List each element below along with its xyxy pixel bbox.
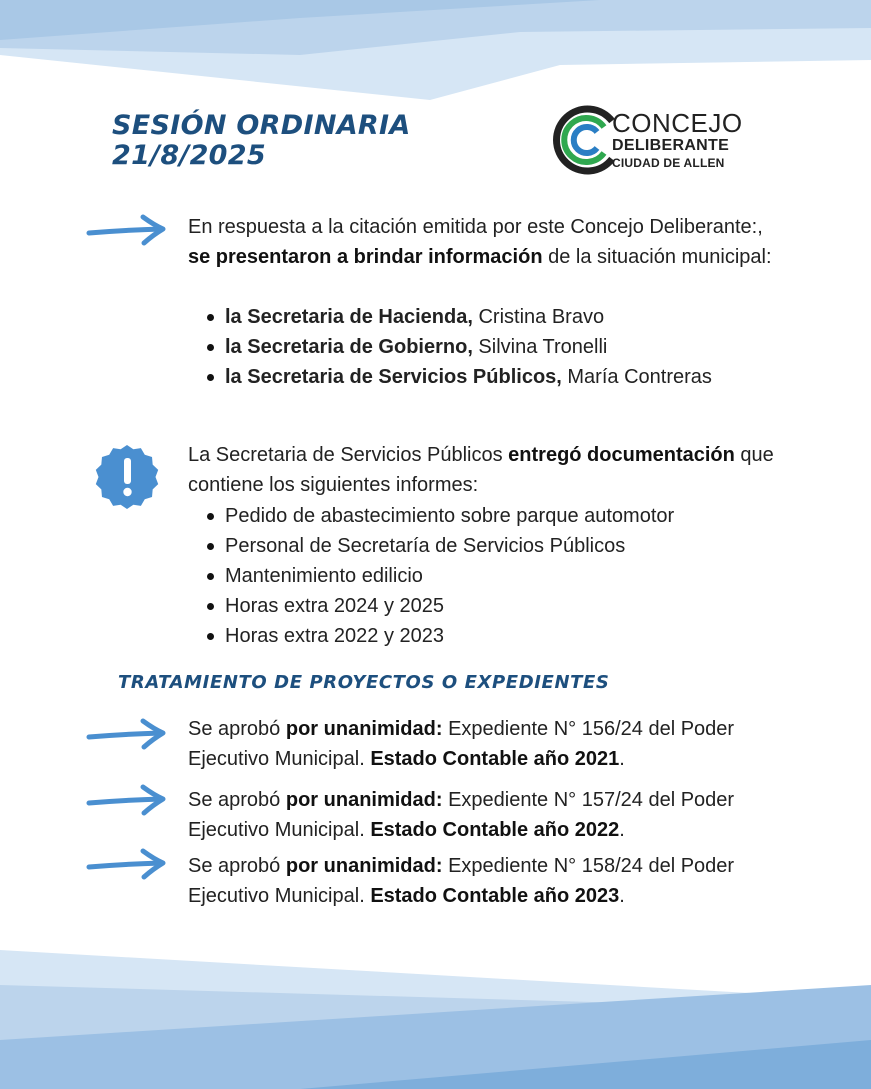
list-item: Mantenimiento edilicio	[205, 561, 805, 591]
list-item: Horas extra 2022 y 2023	[205, 621, 805, 651]
concejo-logo	[550, 104, 755, 178]
list-item: Horas extra 2024 y 2025	[205, 591, 805, 621]
list-item: la Secretaria de Servicios Públicos, María Contreras	[205, 362, 805, 392]
title-line-1: SESIÓN ORDINARIA	[112, 110, 411, 141]
title-line-2: 21/8/2025	[112, 140, 266, 171]
logo-line-1: CONCEJO	[612, 108, 743, 138]
list-item: la Secretaria de Hacienda, Cristina Bravo	[205, 302, 805, 332]
page-title	[112, 111, 411, 171]
expediente-item: Se aprobó por unanimidad: Expediente N° 158/24 del Poder Ejecutivo Municipal. Estado Contable año 2023.	[188, 855, 735, 907]
reports-list	[205, 501, 805, 651]
officials-list	[205, 302, 805, 392]
list-item: la Secretaria de Gobierno, Silvina Tronelli	[205, 332, 805, 362]
logo-line-3: CIUDAD DE ALLEN	[612, 156, 725, 170]
list-item: Personal de Secretaría de Servicios Públicos	[205, 531, 805, 561]
arrow-right-icon	[86, 212, 168, 246]
expediente-item: Se aprobó por unanimidad: Expediente N° 157/24 del Poder Ejecutivo Municipal. Estado Contable año 2022.	[188, 789, 735, 841]
arrow-right-icon	[86, 846, 168, 880]
expediente-item: Se aprobó por unanimidad: Expediente N° 156/24 del Poder Ejecutivo Municipal. Estado Contable año 2021.	[188, 718, 735, 770]
intro-paragraph: En respuesta a la citación emitida por este Concejo Deliberante:, se presentaron a brindar información de la situación municipal:	[188, 216, 772, 268]
list-item: Pedido de abastecimiento sobre parque automotor	[205, 501, 805, 531]
exclamation-badge-icon	[94, 444, 160, 510]
arrow-right-icon	[86, 716, 168, 750]
logo-line-2: DELIBERANTE	[612, 137, 730, 154]
section-heading: TRATAMIENTO DE PROYECTOS O EXPEDIENTES	[118, 672, 610, 693]
documentation-paragraph: La Secretaria de Servicios Públicos entregó documentación que contiene los siguientes informes:	[188, 444, 774, 496]
arrow-right-icon	[86, 782, 168, 816]
